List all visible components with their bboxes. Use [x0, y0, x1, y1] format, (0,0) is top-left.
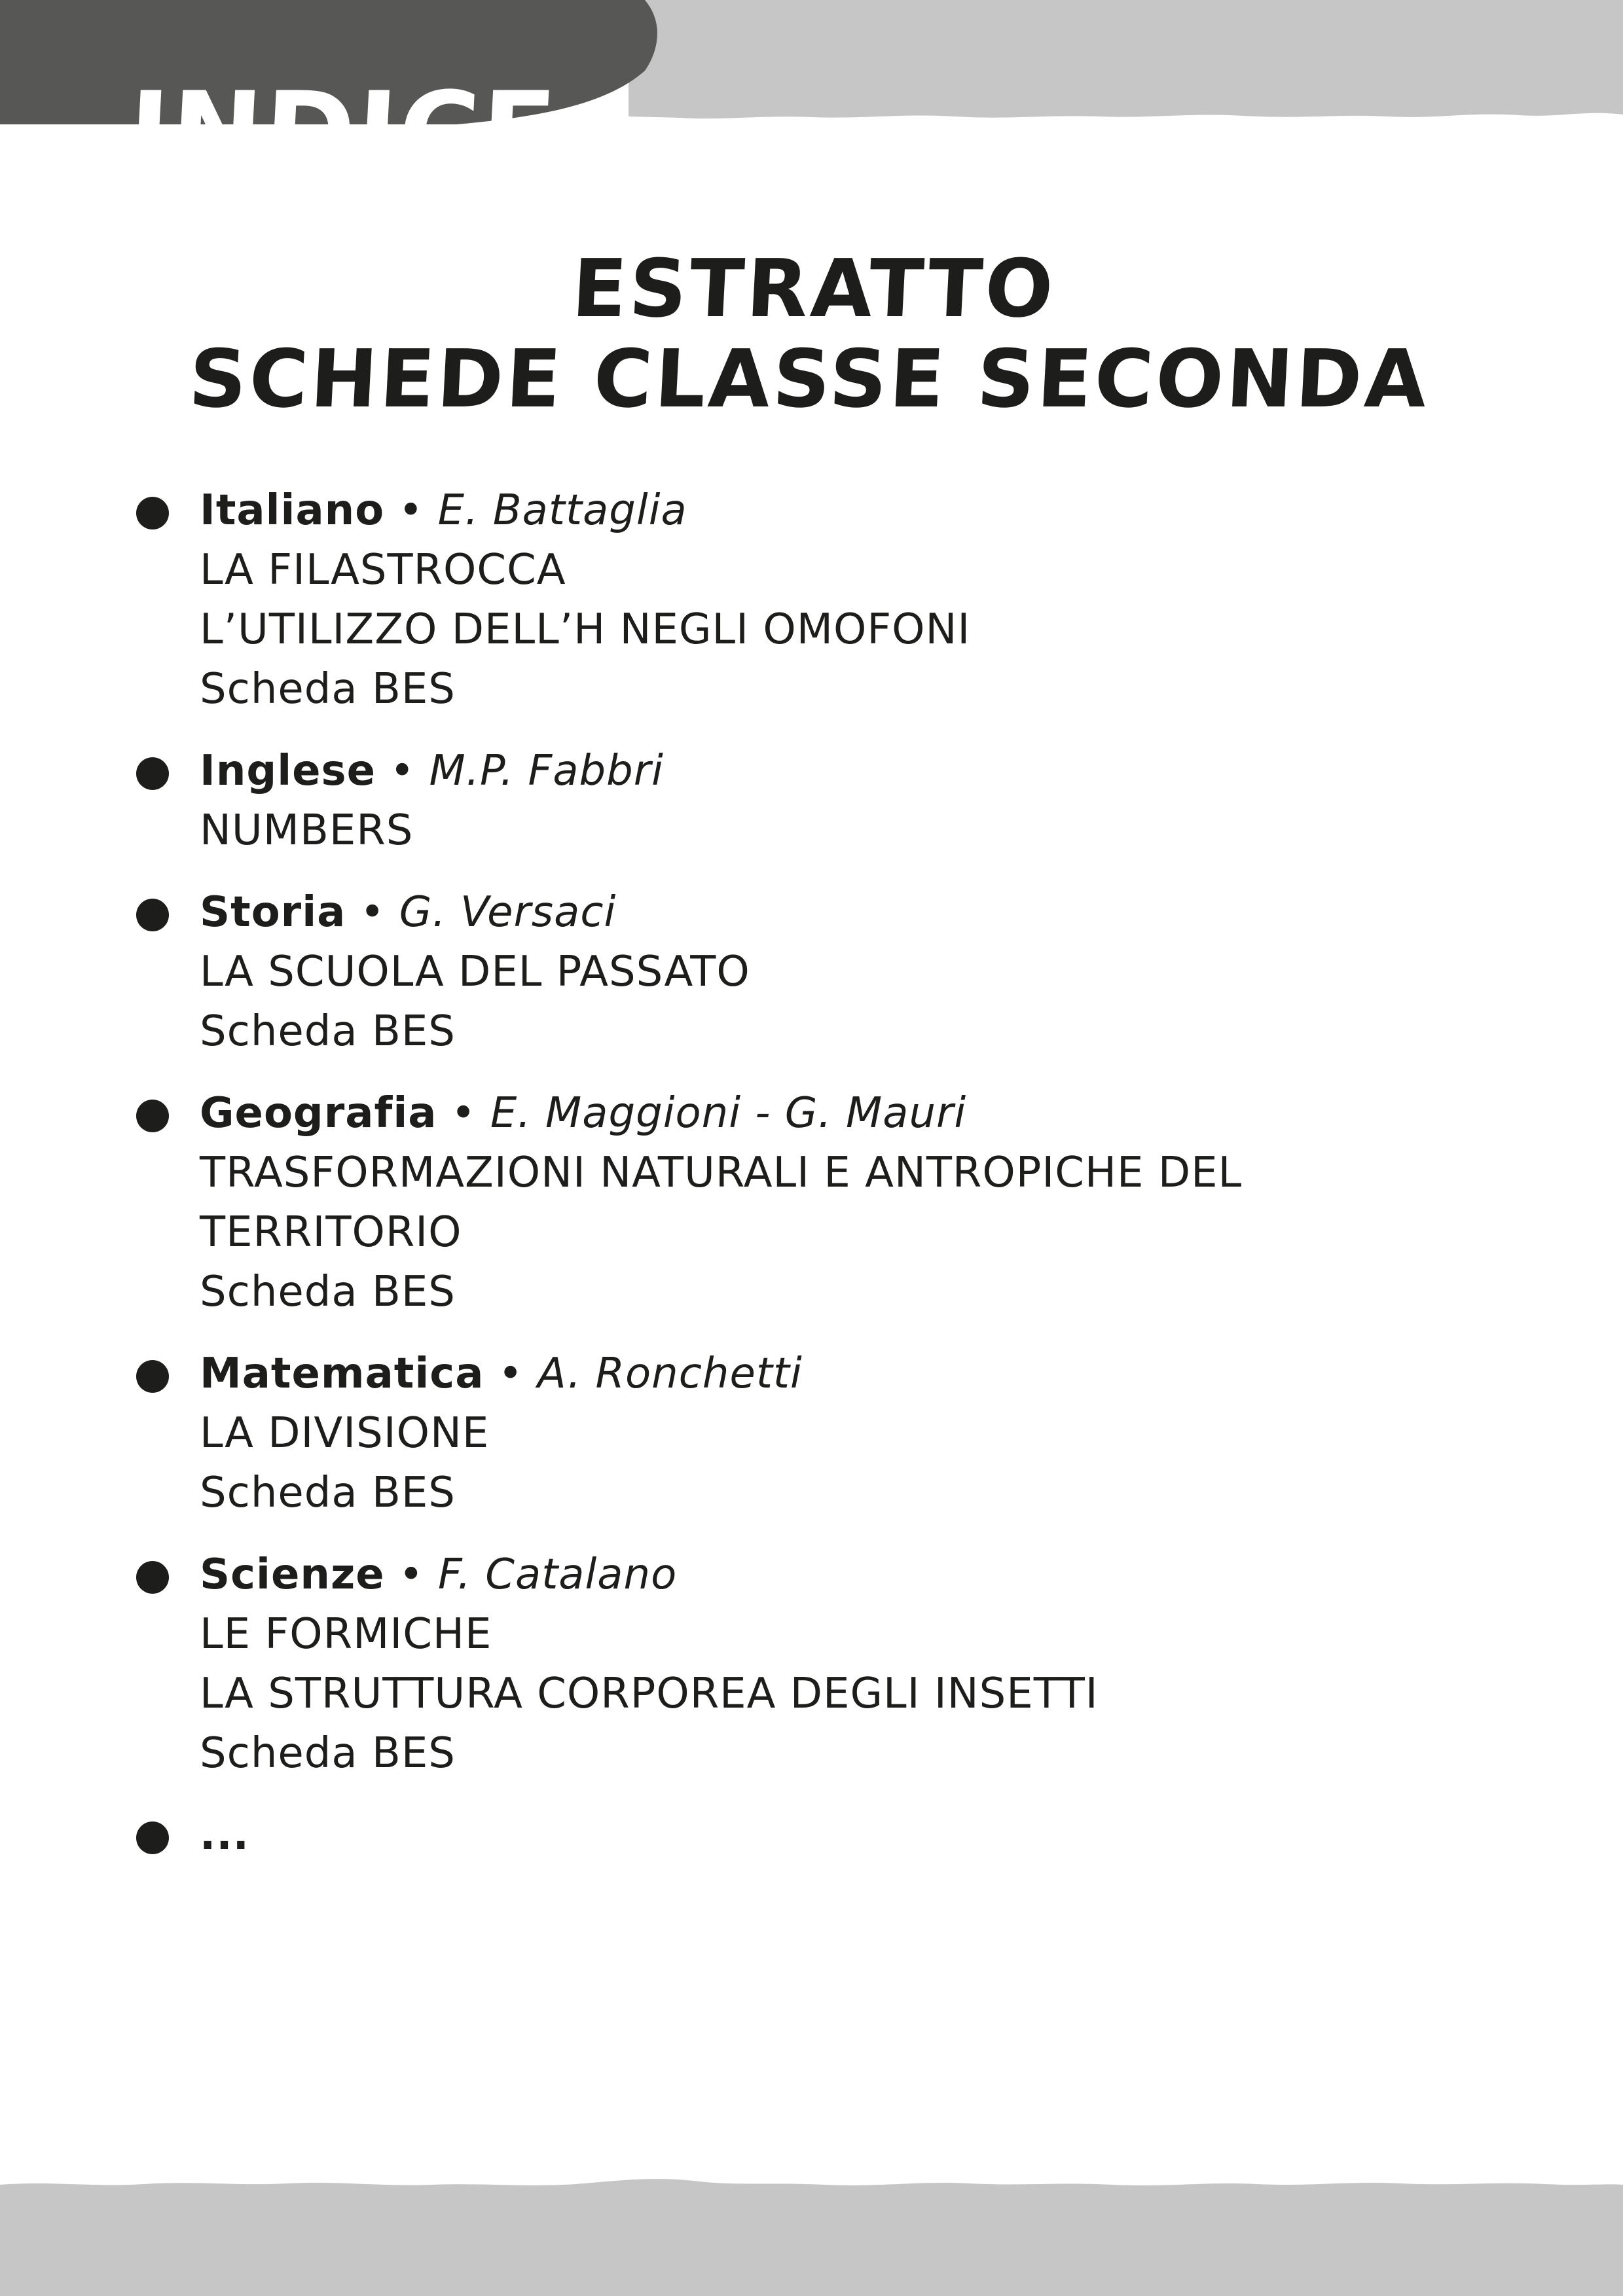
author-name: F. Catalano — [438, 1551, 678, 1599]
separator: • — [376, 747, 429, 795]
separator: • — [384, 1551, 439, 1599]
page-title-line-2: SCHEDE CLASSE SECONDA — [187, 332, 1432, 425]
bullet-icon — [136, 1821, 169, 1854]
toc-entry: TRASFORMAZIONI NATURALI E ANTROPICHE DEL — [200, 1149, 1243, 1197]
toc-item-inglese — [0, 742, 1623, 861]
author-name: E. Battaglia — [437, 486, 687, 535]
toc-entry: Scheda BES — [200, 1007, 456, 1056]
toc-entry: TERRITORIO — [200, 1208, 462, 1257]
bottom-footer-band — [0, 2173, 1623, 2296]
toc-item-scienze — [0, 1545, 1623, 1784]
toc-entry: NUMBERS — [200, 806, 414, 855]
separator: • — [437, 1089, 490, 1138]
subject-name: Geografia — [200, 1089, 437, 1138]
toc-entry: Scheda BES — [200, 1729, 456, 1778]
toc-item-heading — [200, 1806, 1623, 1865]
bullet-icon — [136, 899, 169, 931]
subject-name: Scienze — [200, 1551, 385, 1599]
author-name: E. Maggioni - G. Mauri — [490, 1089, 967, 1138]
bullet-icon — [136, 1360, 169, 1393]
toc-item-heading — [200, 742, 1623, 801]
toc-item-geografia — [0, 1084, 1623, 1322]
toc-item-heading — [200, 1084, 1623, 1143]
toc-item-heading — [200, 481, 1623, 541]
bullet-icon — [136, 1100, 169, 1132]
toc-item-storia — [0, 883, 1623, 1062]
toc-item-heading — [200, 1344, 1623, 1404]
toc-entry: LA FILASTROCCA — [200, 546, 566, 594]
bottom-grey-strip — [0, 2179, 1623, 2296]
subject-name: Matematica — [200, 1350, 484, 1398]
table-of-contents — [0, 481, 1623, 1888]
author-name: A. Ronchetti — [537, 1350, 803, 1398]
index-label: INDICE — [124, 68, 561, 196]
separator: • — [346, 888, 399, 937]
toc-entry: L’UTILIZZO DELL’H NEGLI OMOFONI — [200, 605, 971, 654]
toc-item-heading — [200, 1545, 1623, 1605]
toc-item-heading — [200, 883, 1623, 942]
subject-name: Storia — [200, 888, 346, 937]
subject-name: Italiano — [200, 486, 385, 535]
toc-entry: Scheda BES — [200, 1469, 456, 1517]
subject-name: ... — [200, 1811, 249, 1859]
bullet-icon — [136, 497, 169, 529]
toc-entry: Scheda BES — [200, 665, 456, 713]
bullet-icon — [136, 1561, 169, 1594]
bullet-icon — [136, 757, 169, 790]
page-title-line-1: ESTRATTO — [570, 242, 1058, 335]
top-grey-strip — [629, 0, 1623, 118]
separator: • — [384, 486, 438, 535]
toc-item-matematica — [0, 1344, 1623, 1523]
separator: • — [484, 1350, 538, 1398]
author-name: G. Versaci — [399, 888, 617, 937]
toc-entry: LA DIVISIONE — [200, 1409, 490, 1458]
page-title — [0, 243, 1623, 424]
toc-entry: LA SCUOLA DEL PASSATO — [200, 948, 750, 996]
toc-entry: Scheda BES — [200, 1268, 456, 1316]
author-name: M.P. Fabbri — [429, 747, 664, 795]
toc-item-italiano — [0, 481, 1623, 719]
toc-entry: LE FORMICHE — [200, 1610, 492, 1659]
toc-item-more — [0, 1806, 1623, 1865]
toc-entry: LA STRUTTURA CORPOREA DEGLI INSETTI — [200, 1670, 1099, 1718]
subject-name: Inglese — [200, 747, 376, 795]
